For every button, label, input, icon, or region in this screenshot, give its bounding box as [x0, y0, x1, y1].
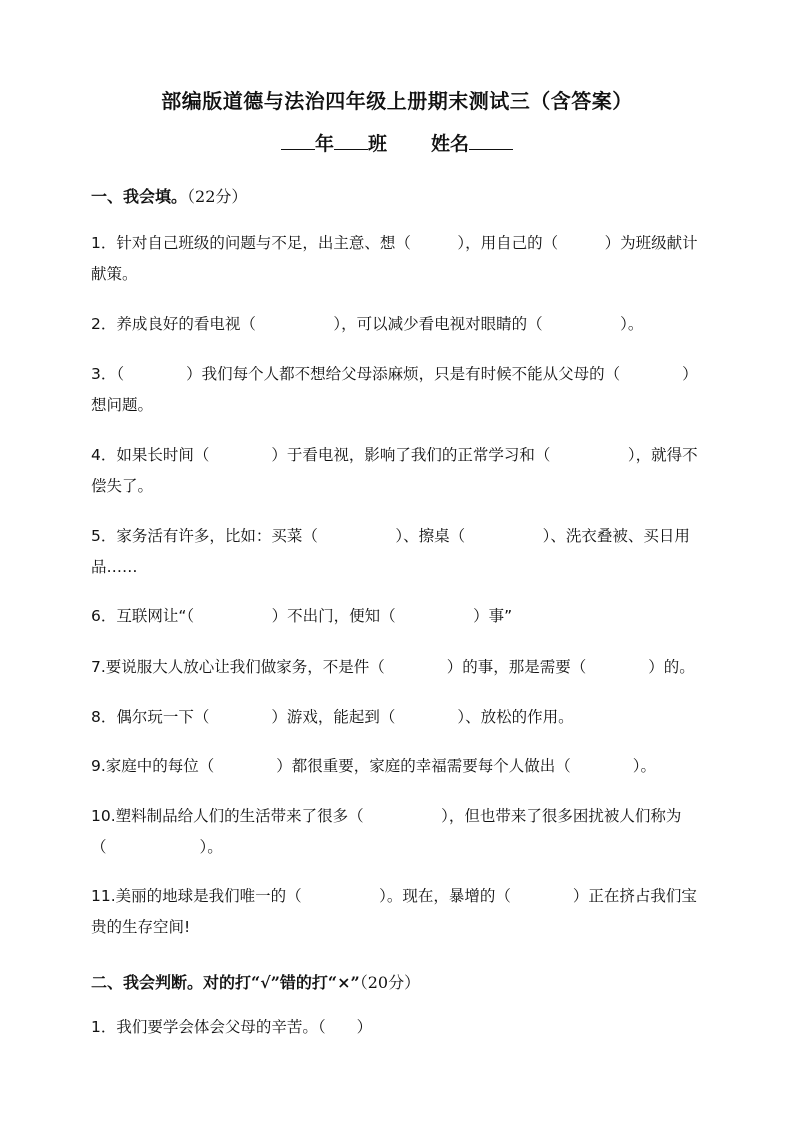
name-label: 姓名 [431, 133, 470, 155]
page-title: 部编版道德与法治四年级上册期末测试三（含答案） [161, 89, 633, 113]
year-label: 年 [314, 133, 334, 155]
question-1-3: 3．（ ）我们每个人都不想给父母添麻烦，只是有时候不能从父母的（ ）想问题。 [91, 365, 698, 414]
class-label: 班 [367, 133, 387, 155]
section-1-score: （22分） [187, 187, 248, 206]
section-1-heading [91, 184, 247, 207]
year-blank[interactable] [281, 131, 315, 150]
question-1-11: 11.美丽的地球是我们唯一的（ ）。现在，暴增的（ ）正在挤占我们宝贵的生存空间! [91, 887, 697, 936]
question-1-1: 1．针对自己班级的问题与不足，出主意、想（ ），用自己的（ ）为班级献计献策。 [91, 234, 698, 283]
question-1-10: 10.塑料制品给人们的生活带来了很多（ ），但也带来了很多困扰被人们称为（ ）。 [91, 807, 682, 856]
section-2-score: （20分） [359, 973, 421, 992]
question-1-5: 5．家务活有许多，比如：买菜（ ）、擦桌（ ）、洗衣叠被、买日用品…… [91, 527, 690, 576]
question-1-9: 9.家庭中的每位（ ）都很重要，家庭的幸福需要每个人做出（ ）。 [91, 757, 657, 775]
question-1-6: 6．互联网让“（ ）不出门，便知（ ）事” [91, 607, 513, 625]
student-info-line [0, 129, 794, 156]
section-1-title: 一、我会填。 [91, 187, 188, 206]
question-1-4: 4．如果长时间（ ）于看电视，影响了我们的正常学习和（ ），就得不偿失了。 [91, 446, 698, 495]
question-1-8: 8．偶尔玩一下（ ）游戏，能起到（ ）、放松的作用。 [91, 708, 574, 726]
question-1-2: 2．养成良好的看电视（ ），可以减少看电视对眼睛的（ ）。 [91, 315, 644, 333]
section-2-title: 二、我会判断。对的打“√”错的打“×” [91, 973, 360, 992]
name-blank[interactable] [469, 131, 513, 150]
question-1-7: 7.要说服大人放心让我们做家务，不是件（ ）的事，那是需要（ ）的。 [91, 658, 695, 676]
section-2-heading [91, 970, 420, 993]
question-2-1: 1．我们要学会体会父母的辛苦。（ ） [91, 1018, 373, 1036]
class-blank[interactable] [334, 131, 368, 150]
